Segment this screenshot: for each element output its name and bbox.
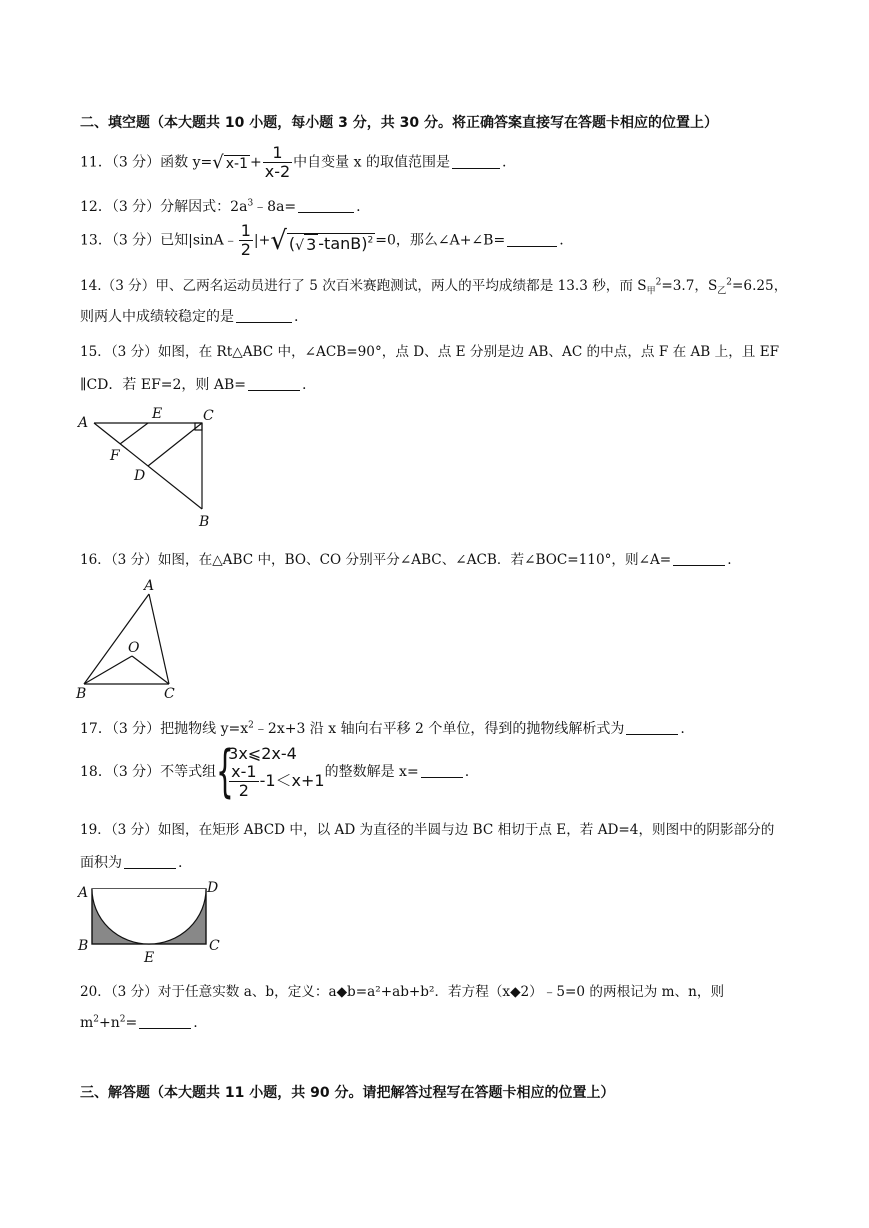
question-11: 11．（3 分）函数 y=√ x-1 + $\frac{1}{x-2}$ 中自变量 x 的取值范围是 . — [80, 143, 507, 181]
label-A: A — [78, 415, 89, 431]
sqrt-expression: √ (√ 3 -tanB)$^2$ — [270, 225, 374, 256]
label-D: D — [207, 880, 219, 896]
figure-15 — [72, 402, 222, 532]
label-E: E — [144, 950, 155, 966]
answer-blank[interactable] — [298, 198, 354, 213]
answer-blank[interactable] — [421, 763, 463, 778]
question-15-line-1: 15．（3 分）如图，在 Rt△ABC 中，∠ACB=90°，点 D、点 E 分别是边 AB、AC 的中点，点 F 在 AB 上，且 EF — [80, 344, 780, 360]
section-3-title: 三、解答题（本大题共 11 小题，共 90 分。请把解答过程写在答题卡相应的位置上） — [80, 1085, 615, 1101]
answer-blank[interactable] — [139, 1014, 191, 1029]
sqrt-expression: √ x-1 — [212, 152, 248, 173]
question-14-line-2: 则两人中成绩较稳定的是 . — [80, 309, 299, 325]
figure-19 — [72, 878, 232, 970]
label-C: C — [164, 686, 175, 702]
figure-16 — [72, 576, 192, 706]
label-B: B — [76, 686, 87, 702]
question-14-line-1: 14.（3 分）甲、乙两名运动员进行了 5 次百米赛跑测试，两人的平均成绩都是 13.3 秒，而 $S_甲^2=3.7$，$S_乙^2=6.25$， — [80, 277, 788, 297]
label-B: B — [199, 514, 210, 530]
label-C: C — [203, 408, 214, 424]
answer-blank[interactable] — [452, 154, 500, 169]
label-F: F — [110, 448, 120, 464]
question-17: 17．（3 分）把抛物线 $y=x^2﹣2x+3$ 沿 x 轴向右平移 2 个单位，得到的抛物线解析式为 . — [80, 720, 685, 737]
question-19-line-2: 面积为 . — [80, 855, 183, 871]
question-13: 13．（3 分）已知|sinA﹣ $\frac{1}{2}$ |+√ (√ 3 -tanB)$^2$ =0，那么∠A+∠B= . — [80, 221, 564, 259]
fraction: $\frac{1}{2}$ — [240, 221, 251, 259]
section-2-title: 二、填空题（本大题共 10 小题，每小题 3 分，共 30 分。将正确答案直接写在答题卡相应的位置上） — [80, 115, 718, 131]
question-20-line-1: 20．（3 分）对于任意实数 a、b，定义：a◆b=a²+ab+b²．若方程（x◆2）﹣5=0 的两根记为 m、n，则 — [80, 984, 725, 1000]
label-A: A — [144, 578, 155, 594]
question-12: 12．（3 分）分解因式：$2a^3﹣8a=$ . — [80, 198, 361, 215]
inequality-system: { 3x⩽2x-4 $\frac{x-1}{2}$ -1＜x+1 — [216, 739, 325, 804]
label-B: B — [78, 938, 89, 954]
answer-blank[interactable] — [673, 551, 725, 566]
question-16: 16．（3 分）如图，在△ABC 中，BO、CO 分别平分∠ABC、∠ACB．若∠BOC=110°，则∠A= . — [80, 552, 732, 568]
label-O: O — [128, 640, 140, 656]
label-A: A — [78, 885, 89, 901]
question-20-line-2: $m^2+n^2=$ . — [80, 1014, 198, 1031]
label-E: E — [152, 406, 163, 422]
answer-blank[interactable] — [236, 308, 292, 323]
question-18: 18．（3 分）不等式组 { 3x⩽2x-4 $\frac{x-1}{2}$ -1＜x+1 的整数解是 x= . — [80, 739, 470, 804]
label-C: C — [209, 938, 220, 954]
question-15-line-2: ∥CD．若 EF=2，则 AB= . — [80, 377, 307, 393]
question-19-line-1: 19．（3 分）如图，在矩形 ABCD 中，以 AD 为直径的半圆与边 BC 相切于点 E，若 AD=4，则图中的阴影部分的 — [80, 822, 775, 838]
answer-blank[interactable] — [626, 720, 678, 735]
answer-blank[interactable] — [124, 854, 176, 869]
answer-blank[interactable] — [248, 376, 300, 391]
label-D: D — [134, 468, 146, 484]
fraction: $\frac{1}{x-2}$ — [264, 143, 291, 181]
answer-blank[interactable] — [507, 232, 557, 247]
